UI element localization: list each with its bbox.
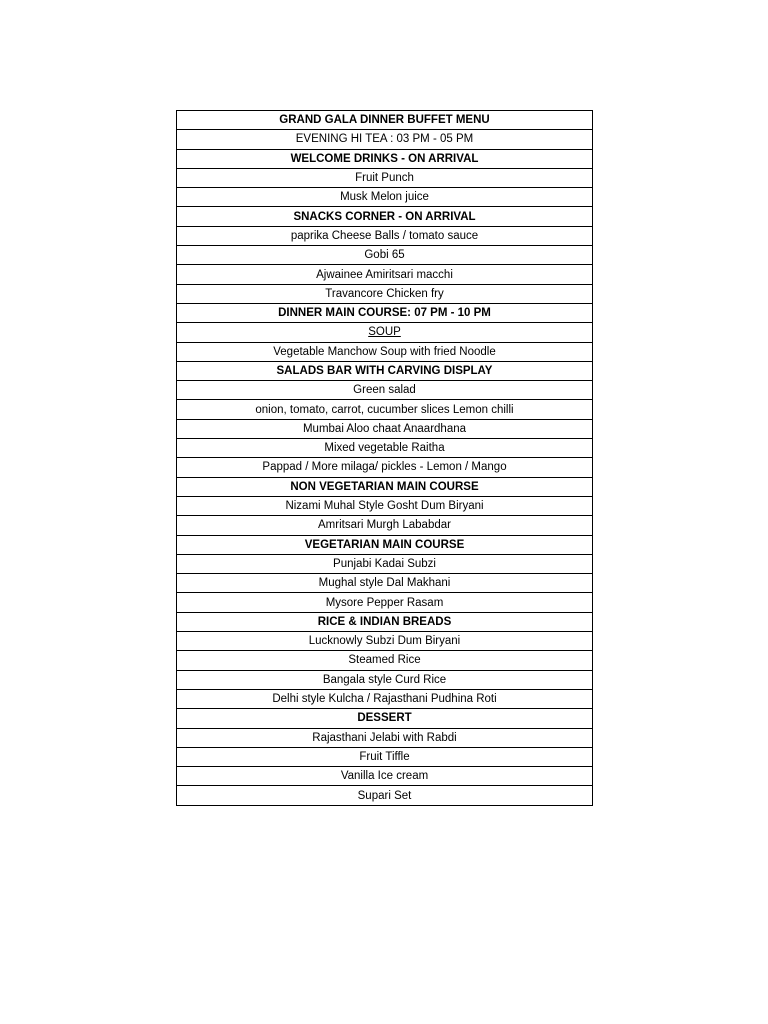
menu-row-text: Ajwainee Amiritsari macchi	[316, 268, 453, 281]
menu-section-row	[177, 535, 593, 554]
menu-item-row	[177, 632, 593, 651]
menu-row-text: Mysore Pepper Rasam	[325, 596, 444, 609]
menu-item-cell	[177, 728, 593, 747]
menu-section-row	[177, 323, 593, 342]
menu-section-heading	[177, 535, 593, 554]
menu-item-row	[177, 574, 593, 593]
menu-item-row	[177, 226, 593, 245]
menu-item-cell	[177, 130, 593, 149]
menu-section-heading	[177, 303, 593, 322]
menu-item-cell	[177, 689, 593, 708]
menu-row-text: Vanilla Ice cream	[340, 770, 429, 783]
menu-row-text: paprika Cheese Balls / tomato sauce	[290, 229, 479, 242]
menu-item-cell	[177, 284, 593, 303]
menu-row-text: Fruit Punch	[355, 172, 414, 185]
menu-row-text: Travancore Chicken fry	[325, 287, 444, 300]
menu-item-cell	[177, 439, 593, 458]
menu-item-cell	[177, 458, 593, 477]
menu-item-cell	[177, 265, 593, 284]
menu-item-row	[177, 419, 593, 438]
menu-item-cell	[177, 400, 593, 419]
menu-item-cell	[177, 226, 593, 245]
menu-item-row	[177, 458, 593, 477]
menu-item-row	[177, 670, 593, 689]
menu-item-row	[177, 246, 593, 265]
menu-section-row	[177, 111, 593, 130]
menu-item-row	[177, 168, 593, 187]
menu-row-text: Nizami Muhal Style Gosht Dum Biryani	[285, 500, 484, 513]
menu-section-heading	[177, 361, 593, 380]
menu-row-text: Mixed vegetable Raitha	[324, 442, 445, 455]
menu-item-row	[177, 593, 593, 612]
menu-row-text: SNACKS CORNER - ON ARRIVAL	[293, 210, 476, 223]
menu-section-row	[177, 612, 593, 631]
menu-row-text: GRAND GALA DINNER BUFFET MENU	[279, 114, 490, 127]
menu-item-row	[177, 651, 593, 670]
menu-item-cell	[177, 168, 593, 187]
menu-row-text: DINNER MAIN COURSE: 07 PM - 10 PM	[278, 307, 491, 320]
menu-item-cell	[177, 246, 593, 265]
menu-item-cell	[177, 516, 593, 535]
menu-section-row	[177, 303, 593, 322]
menu-item-cell	[177, 747, 593, 766]
menu-row-text: Gobi 65	[364, 249, 405, 262]
menu-item-cell	[177, 786, 593, 805]
menu-item-cell	[177, 419, 593, 438]
menu-item-row	[177, 496, 593, 515]
menu-row-text: VEGETARIAN MAIN COURSE	[304, 538, 465, 551]
menu-row-text: Musk Melon juice	[340, 191, 429, 204]
menu-row-text: Mumbai Aloo chaat Anaardhana	[302, 422, 467, 435]
menu-section-heading	[177, 477, 593, 496]
menu-item-cell	[177, 342, 593, 361]
menu-section-row	[177, 361, 593, 380]
menu-item-cell	[177, 593, 593, 612]
menu-item-cell	[177, 670, 593, 689]
menu-section-heading	[177, 709, 593, 728]
menu-section-row	[177, 149, 593, 168]
menu-item-row	[177, 767, 593, 786]
menu-item-row	[177, 342, 593, 361]
menu-item-row	[177, 130, 593, 149]
menu-row-text: Green salad	[353, 384, 416, 397]
menu-item-cell	[177, 651, 593, 670]
menu-row-text: WELCOME DRINKS - ON ARRIVAL	[290, 152, 479, 165]
menu-section-row	[177, 477, 593, 496]
menu-row-text: SOUP	[368, 326, 401, 339]
menu-item-cell	[177, 632, 593, 651]
menu-item-row	[177, 728, 593, 747]
menu-row-text: Lucknowly Subzi Dum Biryani	[308, 635, 461, 648]
menu-item-row	[177, 188, 593, 207]
menu-section-heading	[177, 149, 593, 168]
menu-row-text: Mughal style Dal Makhani	[318, 577, 451, 590]
menu-item-cell	[177, 381, 593, 400]
menu-item-cell	[177, 496, 593, 515]
menu-section-heading	[177, 207, 593, 226]
menu-row-text: Vegetable Manchow Soup with fried Noodle	[273, 345, 496, 358]
menu-section-heading	[177, 323, 593, 342]
menu-item-cell	[177, 554, 593, 573]
menu-section-heading	[177, 612, 593, 631]
menu-table	[176, 110, 593, 806]
menu-row-text: NON VEGETARIAN MAIN COURSE	[290, 480, 479, 493]
menu-table-body	[177, 111, 593, 806]
menu-row-text: Rajasthani Jelabi with Rabdi	[312, 731, 457, 744]
menu-row-text: Supari Set	[357, 789, 412, 802]
menu-row-text: Amritsari Murgh Lababdar	[318, 519, 451, 532]
menu-item-row	[177, 689, 593, 708]
menu-item-cell	[177, 188, 593, 207]
menu-item-row	[177, 265, 593, 284]
menu-row-text: Pappad / More milaga/ pickles - Lemon / Mango	[262, 461, 507, 474]
menu-item-row	[177, 516, 593, 535]
menu-item-row	[177, 439, 593, 458]
menu-row-text: Bangala style Curd Rice	[322, 673, 447, 686]
menu-section-row	[177, 207, 593, 226]
menu-row-text: DESSERT	[357, 712, 412, 725]
menu-item-cell	[177, 767, 593, 786]
menu-section-row	[177, 709, 593, 728]
menu-item-row	[177, 747, 593, 766]
menu-row-text: Delhi style Kulcha / Rajasthani Pudhina Roti	[272, 693, 497, 706]
menu-row-text: EVENING HI TEA : 03 PM - 05 PM	[295, 133, 474, 146]
menu-row-text: Fruit Tiffle	[359, 750, 410, 763]
menu-item-cell	[177, 574, 593, 593]
menu-row-text: Steamed Rice	[348, 654, 421, 667]
menu-section-heading	[177, 111, 593, 130]
menu-row-text: Punjabi Kadai Subzi	[333, 557, 436, 570]
menu-item-row	[177, 554, 593, 573]
menu-item-row	[177, 381, 593, 400]
menu-item-row	[177, 400, 593, 419]
menu-row-text: SALADS BAR WITH CARVING DISPLAY	[276, 365, 493, 377]
menu-item-row	[177, 786, 593, 805]
menu-item-row	[177, 284, 593, 303]
menu-row-text: RICE & INDIAN BREADS	[317, 615, 452, 628]
menu-row-text: onion, tomato, carrot, cucumber slices Lemon chilli	[255, 403, 514, 416]
